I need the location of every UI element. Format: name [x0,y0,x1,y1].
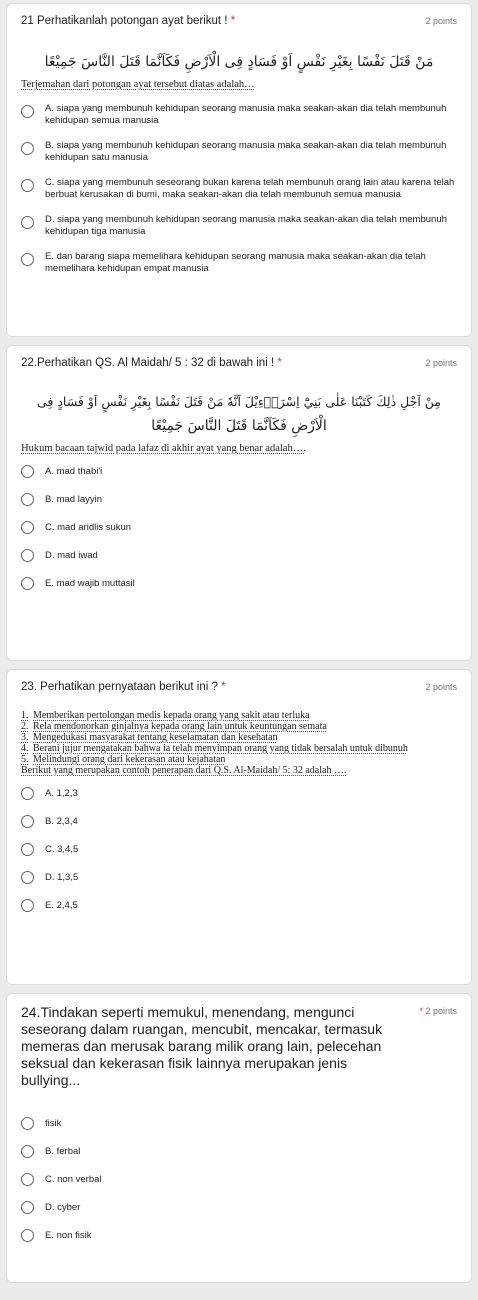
radio-button[interactable] [21,549,34,562]
radio-button[interactable] [21,577,34,590]
required-mark: * [277,357,282,369]
option-e[interactable]: E. 2,4,5 [21,899,457,912]
radio-button[interactable] [21,521,34,534]
option-e[interactable]: E. mad wajib muttasil [21,577,457,590]
radio-button[interactable] [21,787,34,800]
radio-button[interactable] [21,1145,34,1158]
question-card-21 [6,3,472,337]
question-prompt: Terjemahan dari potongan ayat tersebut diatas adalah… [21,79,255,90]
arabic-verse: مَنْ قَتَلَ نَفْسًا بِغَيْرِ نَفْسٍ اَوْ فَسَادٍ فِى الْاَرْضِ فَكَاَنَّمَا قَتَلَ النَّاسَ جَمِيْعًا [44,54,434,70]
option-c[interactable]: C. mad aridlis sukun [21,521,457,534]
question-card-22 [6,345,472,661]
radio-button[interactable] [21,899,34,912]
arabic-line-1: مِنْ اَجْلِ ذٰلِكَ كَتَبْنَا عَلٰى بَنِيْٓ اِسْرَاۤءِيْلَ اَنَّهٗ مَنْ قَتَلَ نَفْسًا بِغَيْرِ نَفْسٍ اَوْ فَسَادٍ فِى [37,394,441,409]
radio-button[interactable] [21,179,34,192]
arabic-verse [21,390,457,438]
option-e[interactable]: E. non fisik [21,1229,457,1242]
statement-item: 1. Memberikan pertolongan medis kepada orang yang sakit atau terluka [21,710,310,721]
radio-button[interactable] [21,253,34,266]
question-title: 22.Perhatikan QS. Al Maidah/ 5 : 32 di bawah ini ! * [21,357,282,369]
radio-button[interactable] [21,216,34,229]
points-label: 2 points [425,16,457,26]
option-d[interactable]: D. 1,3,5 [21,871,457,884]
required-mark: * [419,1006,423,1016]
option-b[interactable]: B. siapa yang membunuh kehidupan seorang manusia maka seakan-akan dia telah membunuh kehidupan satu manusia [21,140,457,163]
option-d[interactable]: D. cyber [21,1201,457,1214]
radio-button[interactable] [21,1117,34,1130]
option-c[interactable]: C. 3,4,5 [21,843,457,856]
arabic-line-2: الْاَرْضِ فَكَاَنَّمَا قَتَلَ النَّاسَ جَمِيْعًا [151,418,327,434]
question-prompt: Berikut yang merupakan contoh penerapan dari Q.S. Al-Maidah/ 5: 32 adalah …. [21,765,347,776]
question-prompt: Hukum bacaan tajwid pada lafaz di akhir ayat yang benar adalah…. [21,443,306,454]
points-label: * 2 points [419,1006,457,1016]
points-label: 2 points [425,358,457,368]
radio-button[interactable] [21,465,34,478]
option-a[interactable]: A. mad thabi'i [21,465,457,478]
option-a[interactable]: A. siapa yang membunuh kehidupan seorang manusia maka seakan-akan dia telah membunuh kehidupan semua manusia [21,103,457,126]
radio-button[interactable] [21,871,34,884]
option-b[interactable]: B. mad layyin [21,493,457,506]
radio-button[interactable] [21,105,34,118]
radio-button[interactable] [21,493,34,506]
option-e[interactable]: E. dan barang siapa memelihara kehidupan seorang manusia maka seakan-akan dia telah memelihara kehidupan empat manusia [21,251,457,274]
option-b[interactable]: B. ferbal [21,1145,457,1158]
option-b[interactable]: B. 2,3,4 [21,815,457,828]
option-c[interactable]: C. siapa yang membunuh seseorang bukan karena telah membunuh orang lain atau karena telah berbuat kerusakan di bumi, maka seakan-akan dia telah membunuh semua manusia [21,177,457,200]
question-title: 24.Tindakan seperti memukul, menendang, mengunci seseorang dalam ruangan, mencubit, mencakar, termasuk memeras dan merusak barang milik orang lain, pelecehan seksual dan kekerasan fisik lainnya merupakan jenis bullying... [21,1004,383,1088]
radio-button[interactable] [21,1201,34,1214]
required-mark: * [230,15,236,27]
question-card-23 [6,669,472,985]
radio-button[interactable] [21,1173,34,1186]
radio-button[interactable] [21,843,34,856]
question-title: 21 Perhatikanlah potongan ayat berikut ! * [21,15,236,27]
statement-item: 5. Melindungi orang dari kekerasan atau kejahatan [21,754,226,765]
option-d[interactable]: D. siapa yang membunuh kehidupan seorang manusia maka seakan-akan dia telah membunuh kehidupan tiga manusia [21,214,457,237]
question-card-24 [6,993,472,1283]
statement-list [21,710,457,777]
statement-item: 4. Berani jujur mengatakan bahwa ia telah menyimpan orang yang tidak bersalah untuk dibunuh [21,743,408,754]
radio-button[interactable] [21,1229,34,1242]
option-a[interactable]: fisik [21,1117,457,1130]
option-a[interactable]: A. 1,2,3 [21,787,457,800]
question-title: 23. Perhatikan pernyataan berikut ini ? * [21,681,226,693]
option-d[interactable]: D. mad iwad [21,549,457,562]
statement-item: 2. Rela mendonorkan ginjalnya kepada orang lain untuk keuntungan semata [21,721,327,732]
required-mark: * [221,681,226,693]
radio-button[interactable] [21,142,34,155]
points-label: 2 points [425,682,457,692]
option-c[interactable]: C. non verbal [21,1173,457,1186]
statement-item: 3. Mengedukasi masyarakat tentang keselamatan dan kesehatan [21,732,278,743]
radio-button[interactable] [21,815,34,828]
